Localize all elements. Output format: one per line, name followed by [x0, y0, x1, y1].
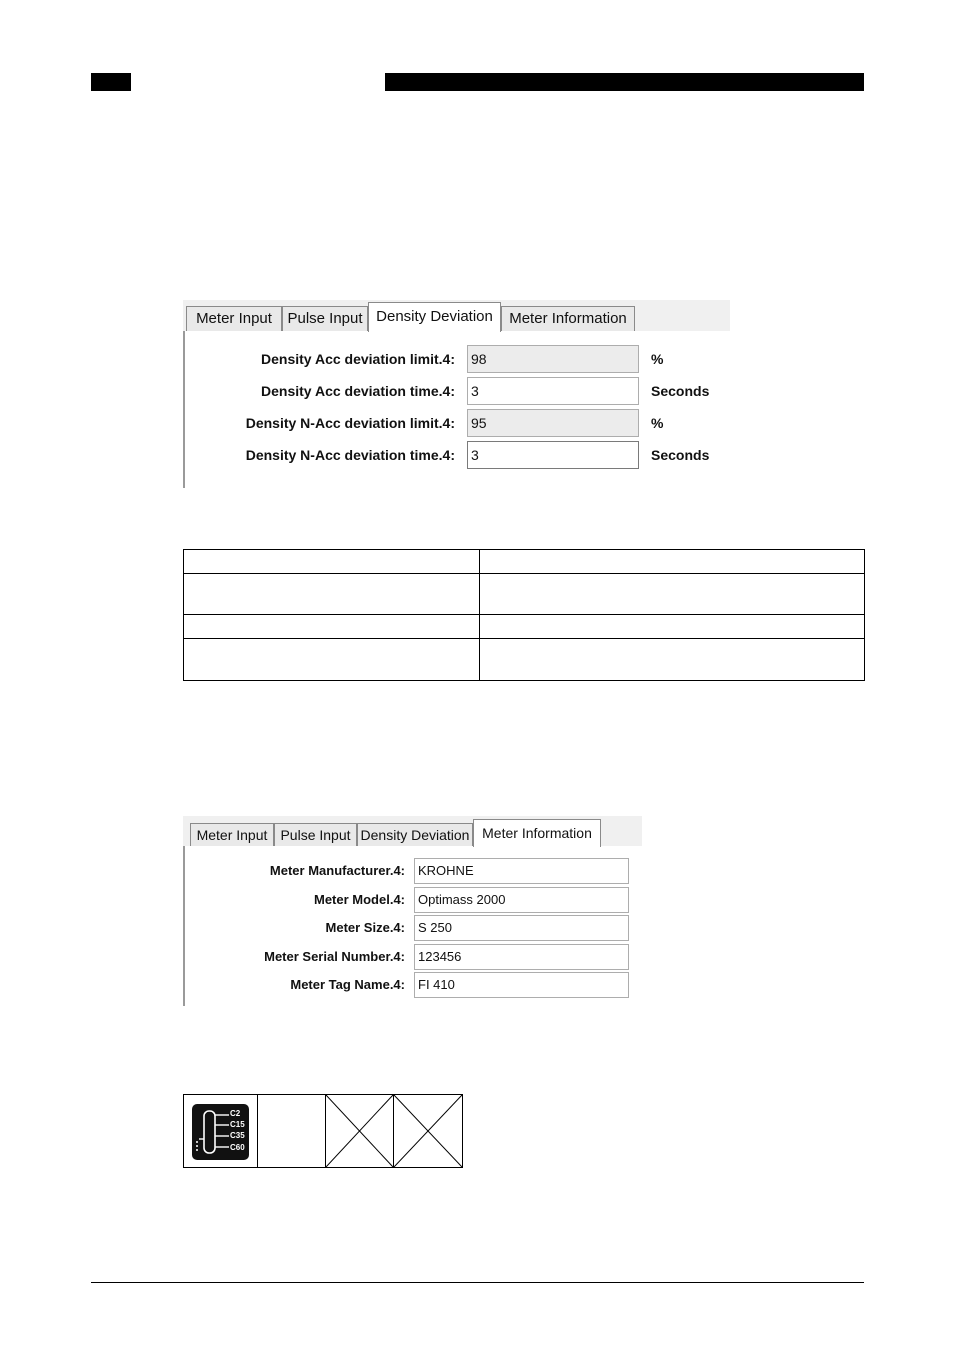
icon-cell	[183, 1094, 258, 1168]
blank-cell	[257, 1094, 326, 1168]
table-row	[184, 550, 865, 574]
tab-density-deviation[interactable]: Density Deviation	[368, 302, 501, 332]
tab-pulse-input[interactable]: Pulse Input	[282, 306, 368, 331]
table-row	[184, 574, 865, 615]
table-cell	[480, 639, 865, 681]
density-acc-time-unit: Seconds	[651, 383, 710, 399]
icon-label: C60	[230, 1143, 245, 1152]
cross-icon	[326, 1095, 393, 1167]
meter-serial-field[interactable]: 123456	[414, 944, 629, 970]
table-cell	[184, 639, 480, 681]
table-cell	[480, 615, 865, 639]
density-nacc-time-unit: Seconds	[651, 447, 710, 463]
distillation-column-icon	[184, 1095, 257, 1167]
density-acc-limit-field[interactable]: 98	[467, 345, 639, 373]
table-cell	[184, 615, 480, 639]
tab-density-deviation[interactable]: Density Deviation	[357, 823, 473, 846]
icon-label: C15	[230, 1120, 245, 1129]
meter-information-panel	[183, 816, 642, 1006]
density-acc-time-label: Density Acc deviation time.4:	[261, 383, 455, 399]
crossed-cell	[393, 1094, 463, 1168]
meter-manufacturer-label: Meter Manufacturer.4:	[269, 863, 405, 878]
density-nacc-time-field[interactable]: 3	[467, 441, 639, 469]
cross-icon	[394, 1095, 462, 1167]
table-cell	[184, 574, 480, 615]
meter-serial-label: Meter Serial Number.4:	[264, 949, 405, 964]
icon-label: C35	[230, 1131, 245, 1140]
table-cell	[184, 550, 480, 574]
meter-tag-field[interactable]: FI 410	[414, 972, 629, 998]
density-nacc-time-label: Density N-Acc deviation time.4:	[245, 447, 455, 463]
density-acc-limit-label: Density Acc deviation limit.4:	[261, 351, 455, 367]
icon-label: C2	[230, 1109, 241, 1118]
icon-strip	[183, 1094, 463, 1168]
header-bar-right	[385, 73, 864, 91]
density-form	[183, 331, 730, 488]
tab-pulse-input[interactable]: Pulse Input	[274, 823, 357, 846]
meter-model-field[interactable]: Optimass 2000	[414, 887, 629, 913]
table-cell	[480, 574, 865, 615]
footer-rule	[91, 1282, 864, 1283]
density-acc-limit-unit: %	[651, 351, 664, 367]
density-nacc-limit-field[interactable]: 95	[467, 409, 639, 437]
density-acc-time-field[interactable]: 3	[467, 377, 639, 405]
table-cell	[480, 550, 865, 574]
meter-model-label: Meter Model.4:	[313, 892, 405, 907]
meter-manufacturer-field[interactable]: KROHNE	[414, 858, 629, 884]
meter-size-label: Meter Size.4:	[325, 920, 405, 935]
meter-tag-label: Meter Tag Name.4:	[290, 977, 405, 992]
density-deviation-panel	[183, 300, 730, 488]
header-bar-left	[91, 73, 131, 91]
parameter-table	[183, 549, 865, 681]
meter-size-field[interactable]: S 250	[414, 915, 629, 941]
crossed-cell	[325, 1094, 394, 1168]
tab-bar	[183, 816, 642, 847]
tab-bar	[183, 300, 730, 332]
meter-info-form	[183, 846, 642, 1006]
density-nacc-limit-unit: %	[651, 415, 664, 431]
table-row	[184, 639, 865, 681]
density-nacc-limit-label: Density N-Acc deviation limit.4:	[245, 415, 455, 431]
table-row	[184, 615, 865, 639]
tab-meter-input[interactable]: Meter Input	[186, 306, 282, 331]
tab-meter-information[interactable]: Meter Information	[473, 819, 601, 847]
tab-meter-information[interactable]: Meter Information	[501, 306, 635, 331]
tab-meter-input[interactable]: Meter Input	[190, 823, 274, 846]
